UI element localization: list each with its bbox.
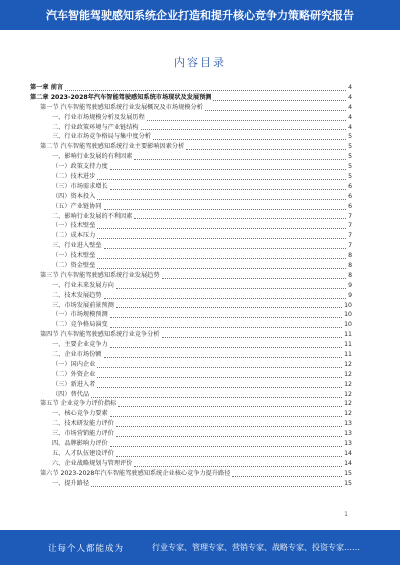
footer-tagline: 行业专家、管理专家、营销专家、战略专家、投资专家…… [152, 543, 361, 552]
toc-entry-label: （一）国内企业 [52, 360, 96, 368]
toc-entry-label: 二、技术发展趋势 [52, 291, 102, 299]
toc-entry-label: 第三节 汽车智能驾驶感知系统行业发展趋势 [40, 271, 160, 279]
toc-entry-label: 第二章 2023-2028年汽车智能驾驶感知系统市场现状及发展预测 [30, 93, 212, 101]
toc-entry[interactable] [30, 380, 352, 390]
toc-entry[interactable] [30, 172, 352, 182]
toc-entry-label: 一、影响行业发展的有利因素 [52, 153, 133, 161]
toc-entry[interactable] [30, 261, 352, 271]
toc-entry[interactable] [30, 320, 352, 330]
toc-entry-page: 4 [348, 103, 352, 111]
toc-entry[interactable] [30, 113, 352, 123]
toc-entry[interactable] [30, 162, 352, 172]
toc-entry-label: （五）产业链协同 [52, 202, 102, 210]
toc-entry-label: （二）竞争格局演变 [52, 321, 108, 329]
toc-entry-label: （三）新进入者 [52, 380, 96, 388]
toc-leader-dots [97, 267, 346, 269]
toc-entry-label: （一）政策支持力度 [52, 163, 108, 171]
toc-entry-page: 8 [348, 262, 352, 270]
toc-entry-label: 第二节 汽车智能驾驶感知系统行业主要影响因素分析 [40, 143, 185, 151]
toc-entry[interactable] [30, 340, 352, 350]
toc-entry-page: 12 [344, 370, 352, 378]
toc-entry-page: 7 [348, 242, 352, 250]
toc-entry-page: 5 [348, 173, 352, 180]
toc-entry-page: 9 [348, 281, 352, 289]
toc-leader-dots [147, 119, 346, 121]
toc-entry[interactable] [30, 459, 352, 469]
toc-entry-label: 二、行业政策环境与产业链结构 [52, 123, 139, 131]
toc-entry[interactable] [30, 182, 352, 192]
report-header [0, 0, 400, 30]
toc-entry-page: 12 [344, 410, 352, 418]
report-title: 汽车智能驾驶感知系统企业打造和提升核心竞争力策略研究报告 [46, 9, 354, 22]
toc-entry-label: 一、提升路径 [52, 479, 90, 487]
toc-entry-page: 6 [348, 192, 352, 200]
toc-leader-dots [110, 346, 342, 348]
toc-entry-label: 一、行业市场规模分析及发展历程 [52, 113, 145, 121]
toc-leader-dots [110, 316, 342, 318]
toc-entry-page: 7 [348, 212, 352, 220]
toc-leader-dots [91, 396, 342, 398]
toc-entry[interactable] [30, 251, 352, 261]
toc-entry[interactable] [30, 103, 352, 113]
toc-leader-dots [205, 109, 346, 111]
toc-leader-dots [104, 356, 343, 358]
toc-entry-label: （二）成本压力 [52, 232, 96, 240]
toc-entry-label: 三、市场发展前景预测 [52, 301, 114, 309]
toc-entry[interactable] [30, 123, 352, 133]
toc-entry-label: （三）市场需求增长 [52, 182, 108, 190]
toc-entry-page: 7 [348, 222, 352, 230]
toc-leader-dots [104, 297, 347, 299]
toc-entry-page: 11 [344, 351, 352, 359]
toc-leader-dots [65, 89, 346, 91]
toc-leader-dots [118, 405, 342, 407]
toc-entry[interactable] [30, 271, 352, 281]
toc-entry-label: 二、影响行业发展的不利因素 [52, 212, 133, 220]
page-number: 1 [344, 511, 348, 518]
toc-entry-label: 三、市场营销能力评价 [52, 430, 114, 438]
toc-entry-page: 4 [348, 123, 352, 131]
toc-leader-dots [110, 168, 346, 170]
toc-entry-page: 7 [348, 232, 352, 240]
toc-entry-label: 五、人才队伍建设评价 [52, 449, 114, 457]
toc-leader-dots [134, 217, 346, 219]
toc-leader-dots [97, 376, 342, 378]
toc-leader-dots [97, 257, 346, 259]
toc-entry[interactable] [30, 370, 352, 380]
toc-entry-page: 15 [344, 469, 352, 477]
toc-entry[interactable] [30, 330, 352, 340]
toc-entry-label: 四、品牌影响力评价 [52, 440, 108, 448]
toc-entry-label: 二、企业市场份额 [52, 351, 102, 359]
toc-entry[interactable] [30, 409, 352, 419]
toc-entry[interactable] [30, 93, 352, 103]
toc-leader-dots [97, 366, 342, 368]
toc-entry-page: 5 [348, 143, 352, 151]
toc-entry-page: 8 [348, 271, 352, 279]
toc-entry-page: 12 [344, 360, 352, 368]
footer-slogan: 让每个人都能成为 [48, 543, 125, 554]
toc-leader-dots [116, 435, 342, 437]
toc-entry[interactable] [30, 152, 352, 162]
toc-entry-label: （一）市场规模预测 [52, 311, 108, 319]
toc-entry-page: 6 [348, 182, 352, 190]
toc-heading: 内容目录 [174, 56, 226, 69]
toc-leader-dots [213, 99, 346, 101]
toc-leader-dots [110, 445, 342, 447]
toc-leader-dots [97, 386, 342, 388]
toc-entry-page: 15 [344, 479, 352, 487]
toc-entry[interactable] [30, 390, 352, 400]
toc-entry-label: 六、企业战略规划与管理评价 [52, 459, 133, 467]
toc-entry-label: 第五节 企业竞争力评价指标 [40, 400, 117, 408]
toc-entry-page: 13 [344, 430, 352, 438]
toc-entry-page: 4 [348, 113, 352, 121]
toc-entry-label: （二）技术进步 [52, 173, 96, 180]
toc-leader-dots [97, 198, 346, 200]
toc-leader-dots [104, 247, 347, 249]
toc-entry-label: （一）技术壁垒 [52, 222, 96, 230]
toc-leader-dots [116, 306, 342, 308]
toc-entry-label: 一、行业未来发展方向 [52, 281, 114, 289]
toc-leader-dots [116, 455, 342, 457]
toc-entry-page: 14 [344, 449, 352, 457]
toc-entry-label: （二）外资企业 [52, 370, 96, 378]
toc-entry-label: （四）资本投入 [52, 192, 96, 200]
toc-entry[interactable] [30, 301, 352, 311]
toc-leader-dots [162, 277, 347, 279]
toc-leader-dots [110, 188, 346, 190]
toc-entry[interactable] [30, 350, 352, 360]
toc-entry[interactable] [30, 142, 352, 152]
toc-entry[interactable] [30, 281, 352, 291]
toc-entry[interactable] [30, 469, 352, 479]
toc-entry-page: 9 [348, 291, 352, 299]
toc-entry-page: 4 [348, 83, 352, 91]
toc-entry-page: 11 [344, 331, 352, 339]
toc-leader-dots [232, 475, 342, 477]
toc-entry[interactable] [30, 400, 352, 410]
toc-entry-page: 5 [348, 163, 352, 171]
toc-leader-dots [116, 287, 346, 289]
toc-leader-dots [97, 178, 346, 180]
toc-leader-dots [97, 227, 346, 229]
toc-entry-page: 13 [344, 420, 352, 428]
toc-entry-page: 12 [344, 400, 352, 408]
toc-entry[interactable] [30, 132, 352, 142]
toc-entry-page: 4 [348, 93, 352, 101]
toc-entry-label: 第一章 前言 [30, 83, 64, 91]
toc-entry-label: 一、主要企业竞争力 [52, 341, 108, 349]
toc-entry-page: 11 [344, 341, 352, 349]
toc-entry-page: 6 [348, 202, 352, 210]
toc-entry[interactable] [30, 449, 352, 459]
toc-entry[interactable] [30, 202, 352, 212]
toc-entry-label: 第一节 汽车智能驾驶感知系统行业发展概况及市场规模分析 [40, 103, 203, 111]
toc-entry-page: 5 [348, 133, 352, 141]
toc-leader-dots [110, 326, 342, 328]
toc-entry[interactable] [30, 192, 352, 202]
toc-entry-page: 12 [344, 390, 352, 398]
toc-entry-page: 10 [344, 301, 352, 309]
toc-leader-dots [110, 415, 342, 417]
toc-entry-page: 10 [344, 321, 352, 329]
toc-entry-page: 13 [344, 440, 352, 448]
toc-entry-label: 三、行业进入壁垒 [52, 242, 102, 250]
toc-entry-label: 二、技术研发能力评价 [52, 420, 114, 428]
toc-entry[interactable] [30, 439, 352, 449]
toc-leader-dots [153, 138, 346, 140]
toc-entry-label: （二）资金壁垒 [52, 262, 96, 270]
toc-entry-page: 12 [344, 380, 352, 388]
toc-entry[interactable] [30, 291, 352, 301]
toc-entry-page: 5 [348, 153, 352, 161]
toc-entry[interactable] [30, 429, 352, 439]
toc-entry[interactable] [30, 83, 352, 93]
toc-entry[interactable] [30, 241, 352, 251]
toc-entry-page: 14 [344, 459, 352, 467]
toc-leader-dots [97, 237, 346, 239]
report-footer [0, 530, 400, 565]
toc-leader-dots [141, 128, 346, 130]
toc-entry[interactable] [30, 360, 352, 370]
toc-entry[interactable] [30, 419, 352, 429]
toc-entry-label: 第六节 2023-2028年汽车智能驾驶感知系统企业核心竞争力提升路径 [40, 469, 231, 477]
toc-entry[interactable] [30, 221, 352, 231]
toc-entry-label: 三、行业市场竞争格局与集中度分析 [52, 133, 151, 141]
toc-entry-label: （四）替代品 [52, 390, 90, 398]
toc-entry[interactable] [30, 212, 352, 222]
toc-leader-dots [134, 158, 346, 160]
toc-leader-dots [186, 148, 346, 150]
toc-entry[interactable] [30, 479, 352, 489]
toc-entry-page: 10 [344, 311, 352, 319]
toc-leader-dots [134, 465, 342, 467]
toc-entry[interactable] [30, 310, 352, 320]
toc-entry-label: （一）技术壁垒 [52, 252, 96, 260]
toc-entry-label: 一、核心竞争力要素 [52, 410, 108, 418]
toc-entry-page: 8 [348, 252, 352, 260]
toc-leader-dots [91, 485, 342, 487]
toc-entry[interactable] [30, 231, 352, 241]
toc-leader-dots [104, 208, 347, 210]
table-of-contents [30, 83, 352, 489]
toc-entry-label: 第四节 汽车智能驾驶感知系统行业竞争分析 [40, 331, 160, 339]
toc-leader-dots [162, 336, 343, 338]
toc-leader-dots [116, 425, 342, 427]
